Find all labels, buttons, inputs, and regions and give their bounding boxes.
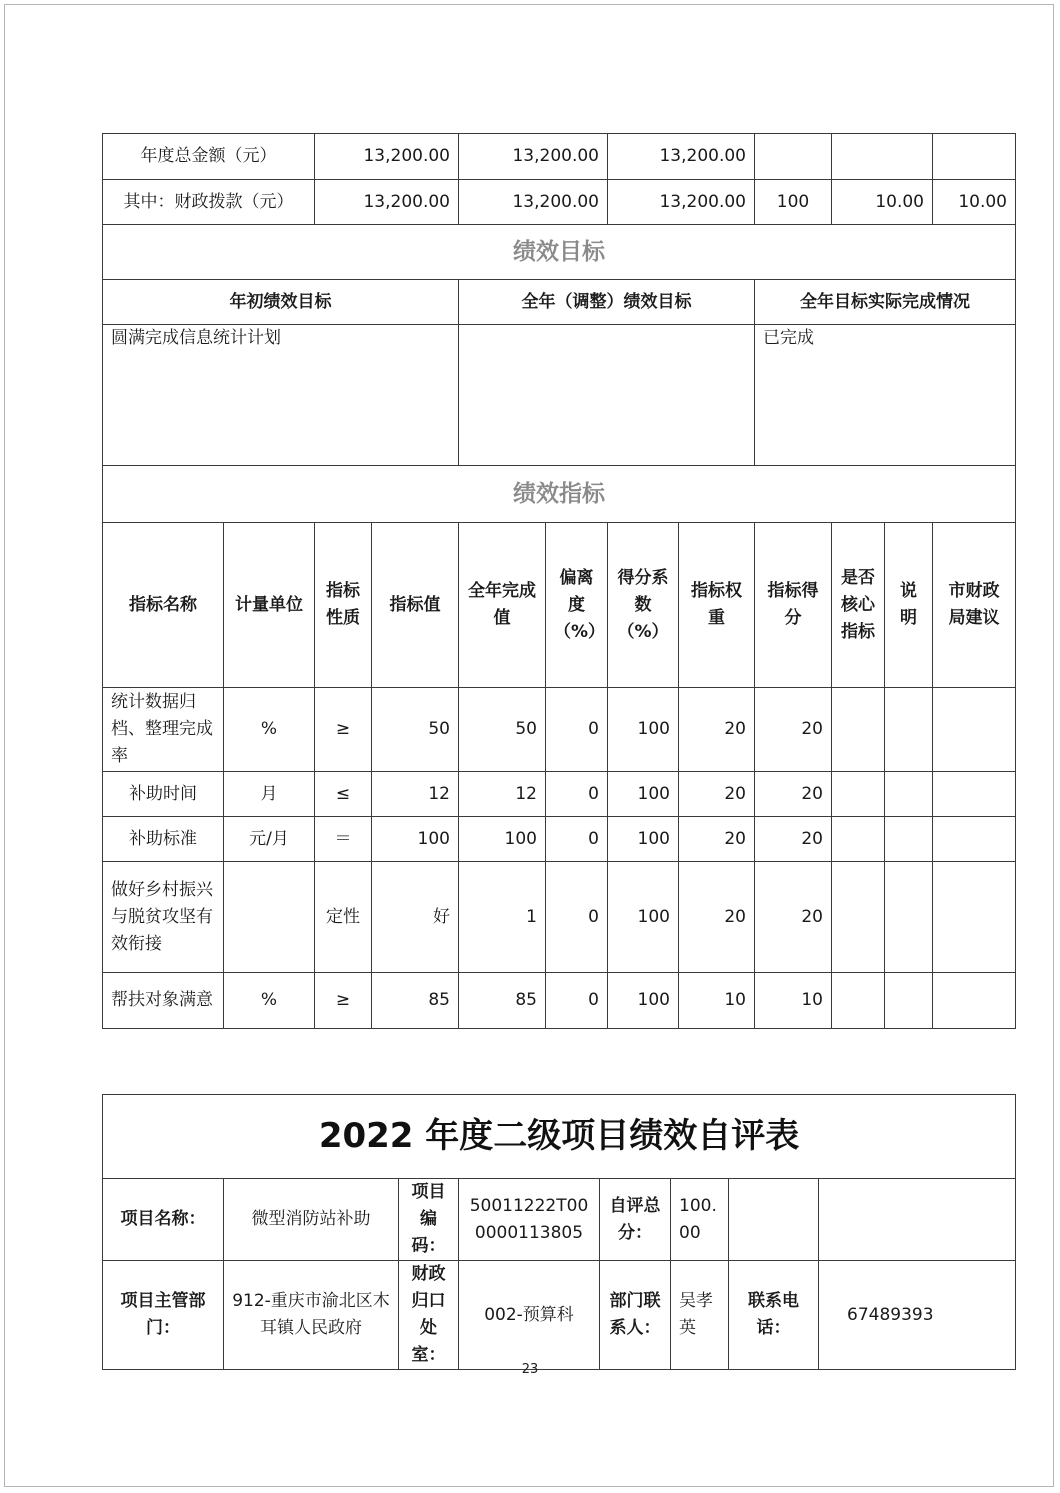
amount-value: 13,200.00 (608, 180, 755, 225)
indicator-unit: 月 (224, 772, 315, 817)
header-cell: 指标权重 (679, 523, 755, 688)
indicator-note (885, 772, 933, 817)
amount-value: 13,200.00 (459, 134, 608, 180)
table-row (103, 862, 1016, 973)
amount-value: 13,200.00 (315, 134, 459, 180)
table-row (103, 973, 1016, 1029)
indicator-score: 10 (755, 973, 832, 1029)
amount-label: 年度总金额（元） (103, 134, 315, 180)
empty-cell (729, 1179, 819, 1261)
indicator-name: 统计数据归档、整理完成率 (103, 688, 224, 772)
indicator-advice (933, 772, 1016, 817)
table-row (103, 772, 1016, 817)
header-cell: 全年完成值 (459, 523, 546, 688)
indicator-unit: % (224, 973, 315, 1029)
indicator-coef: 100 (608, 688, 679, 772)
indicator-nature: ≥ (315, 973, 372, 1029)
indicator-weight: 20 (679, 772, 755, 817)
performance-table (102, 133, 1016, 1029)
indicator-score: 20 (755, 862, 832, 973)
header-cell: 指标得分 (755, 523, 832, 688)
header-cell: 说明 (885, 523, 933, 688)
table-row (103, 817, 1016, 862)
goals-col-initial: 年初绩效目标 (103, 280, 459, 325)
indicator-score: 20 (755, 772, 832, 817)
indicator-deviation: 0 (546, 688, 608, 772)
indicator-nature: ≤ (315, 772, 372, 817)
indicator-core (832, 772, 885, 817)
indicator-note (885, 817, 933, 862)
indicator-score: 20 (755, 817, 832, 862)
goals-col-adjusted: 全年（调整）绩效目标 (459, 280, 755, 325)
indicator-score: 20 (755, 688, 832, 772)
indicator-advice (933, 688, 1016, 772)
amount-row-fiscal (103, 180, 1016, 225)
empty-cell (819, 1179, 1016, 1261)
indicator-actual: 100 (459, 817, 546, 862)
amount-label: 其中：财政拨款（元） (103, 180, 315, 225)
header-cell: 是否核心指标 (832, 523, 885, 688)
amount-value: 13,200.00 (459, 180, 608, 225)
indicator-advice (933, 862, 1016, 973)
indicator-name: 补助时间 (103, 772, 224, 817)
amount-value: 10.00 (933, 180, 1016, 225)
indicator-target: 12 (372, 772, 459, 817)
indicator-deviation: 0 (546, 862, 608, 973)
project-code: 50011222T000000113805 (459, 1179, 600, 1261)
indicator-name: 做好乡村振兴与脱贫攻坚有效衔接 (103, 862, 224, 973)
indicator-core (832, 817, 885, 862)
indicator-nature: 定性 (315, 862, 372, 973)
goals-initial-text: 圆满完成信息统计计划 (103, 325, 459, 466)
indicator-core (832, 862, 885, 973)
indicator-weight: 20 (679, 862, 755, 973)
indicator-actual: 12 (459, 772, 546, 817)
phone-label: 联系电话： (729, 1261, 819, 1370)
indicator-advice (933, 973, 1016, 1029)
header-cell: 得分系数（%） (608, 523, 679, 688)
amount-row-total (103, 134, 1016, 180)
indicator-coef: 100 (608, 862, 679, 973)
indicator-note (885, 688, 933, 772)
contact-label: 部门联系人： (600, 1261, 671, 1370)
goals-col-actual: 全年目标实际完成情况 (755, 280, 1016, 325)
indicator-actual: 85 (459, 973, 546, 1029)
dept-label: 项目主管部门： (103, 1261, 224, 1370)
indicators-section-title: 绩效指标 (103, 466, 1016, 523)
indicator-unit (224, 862, 315, 973)
indicator-weight: 20 (679, 688, 755, 772)
phone: 67489393 (819, 1261, 1016, 1370)
indicator-weight: 10 (679, 973, 755, 1029)
header-cell: 指标名称 (103, 523, 224, 688)
indicator-actual: 1 (459, 862, 546, 973)
header-cell: 偏离度（%） (546, 523, 608, 688)
amount-value (755, 134, 832, 180)
indicator-target: 50 (372, 688, 459, 772)
indicator-note (885, 973, 933, 1029)
table-row (103, 688, 1016, 772)
goals-adjusted-text (459, 325, 755, 466)
project-name-label: 项目名称： (103, 1179, 224, 1261)
indicator-coef: 100 (608, 817, 679, 862)
indicator-nature: ≥ (315, 688, 372, 772)
self-evaluation-form (102, 1094, 1016, 1370)
amount-value: 100 (755, 180, 832, 225)
form-title: 2022 年度二级项目绩效自评表 (103, 1095, 1016, 1179)
header-cell: 计量单位 (224, 523, 315, 688)
finance-office: 002-预算科 (459, 1261, 600, 1370)
header-cell: 指标性质 (315, 523, 372, 688)
indicator-coef: 100 (608, 973, 679, 1029)
indicator-deviation: 0 (546, 817, 608, 862)
amount-value (933, 134, 1016, 180)
contact: 吴孝英 (671, 1261, 729, 1370)
indicator-core (832, 688, 885, 772)
indicator-name: 补助标准 (103, 817, 224, 862)
amount-value: 13,200.00 (608, 134, 755, 180)
indicators-header-row (103, 523, 1016, 688)
indicator-note (885, 862, 933, 973)
indicator-target: 85 (372, 973, 459, 1029)
goals-actual-text: 已完成 (755, 325, 1016, 466)
self-score-label: 自评总分： (600, 1179, 671, 1261)
dept: 912-重庆市渝北区木耳镇人民政府 (224, 1261, 399, 1370)
amount-value: 13,200.00 (315, 180, 459, 225)
indicator-core (832, 973, 885, 1029)
indicator-deviation: 0 (546, 772, 608, 817)
header-cell: 市财政局建议 (933, 523, 1016, 688)
indicator-name: 帮扶对象满意 (103, 973, 224, 1029)
indicator-weight: 20 (679, 817, 755, 862)
amount-value: 10.00 (832, 180, 933, 225)
indicator-advice (933, 817, 1016, 862)
indicator-deviation: 0 (546, 973, 608, 1029)
indicator-actual: 50 (459, 688, 546, 772)
indicator-nature: ＝ (315, 817, 372, 862)
page-number: 23 (521, 1362, 539, 1377)
goals-section-title: 绩效目标 (103, 225, 1016, 280)
indicator-unit: % (224, 688, 315, 772)
amount-value (832, 134, 933, 180)
indicator-unit: 元/月 (224, 817, 315, 862)
indicator-target: 100 (372, 817, 459, 862)
indicator-target: 好 (372, 862, 459, 973)
header-cell: 指标值 (372, 523, 459, 688)
self-score: 100.00 (671, 1179, 729, 1261)
indicator-coef: 100 (608, 772, 679, 817)
project-code-label: 项目编码： (399, 1179, 459, 1261)
project-name: 微型消防站补助 (224, 1179, 399, 1261)
finance-office-label: 财政归口处室： (399, 1261, 459, 1370)
